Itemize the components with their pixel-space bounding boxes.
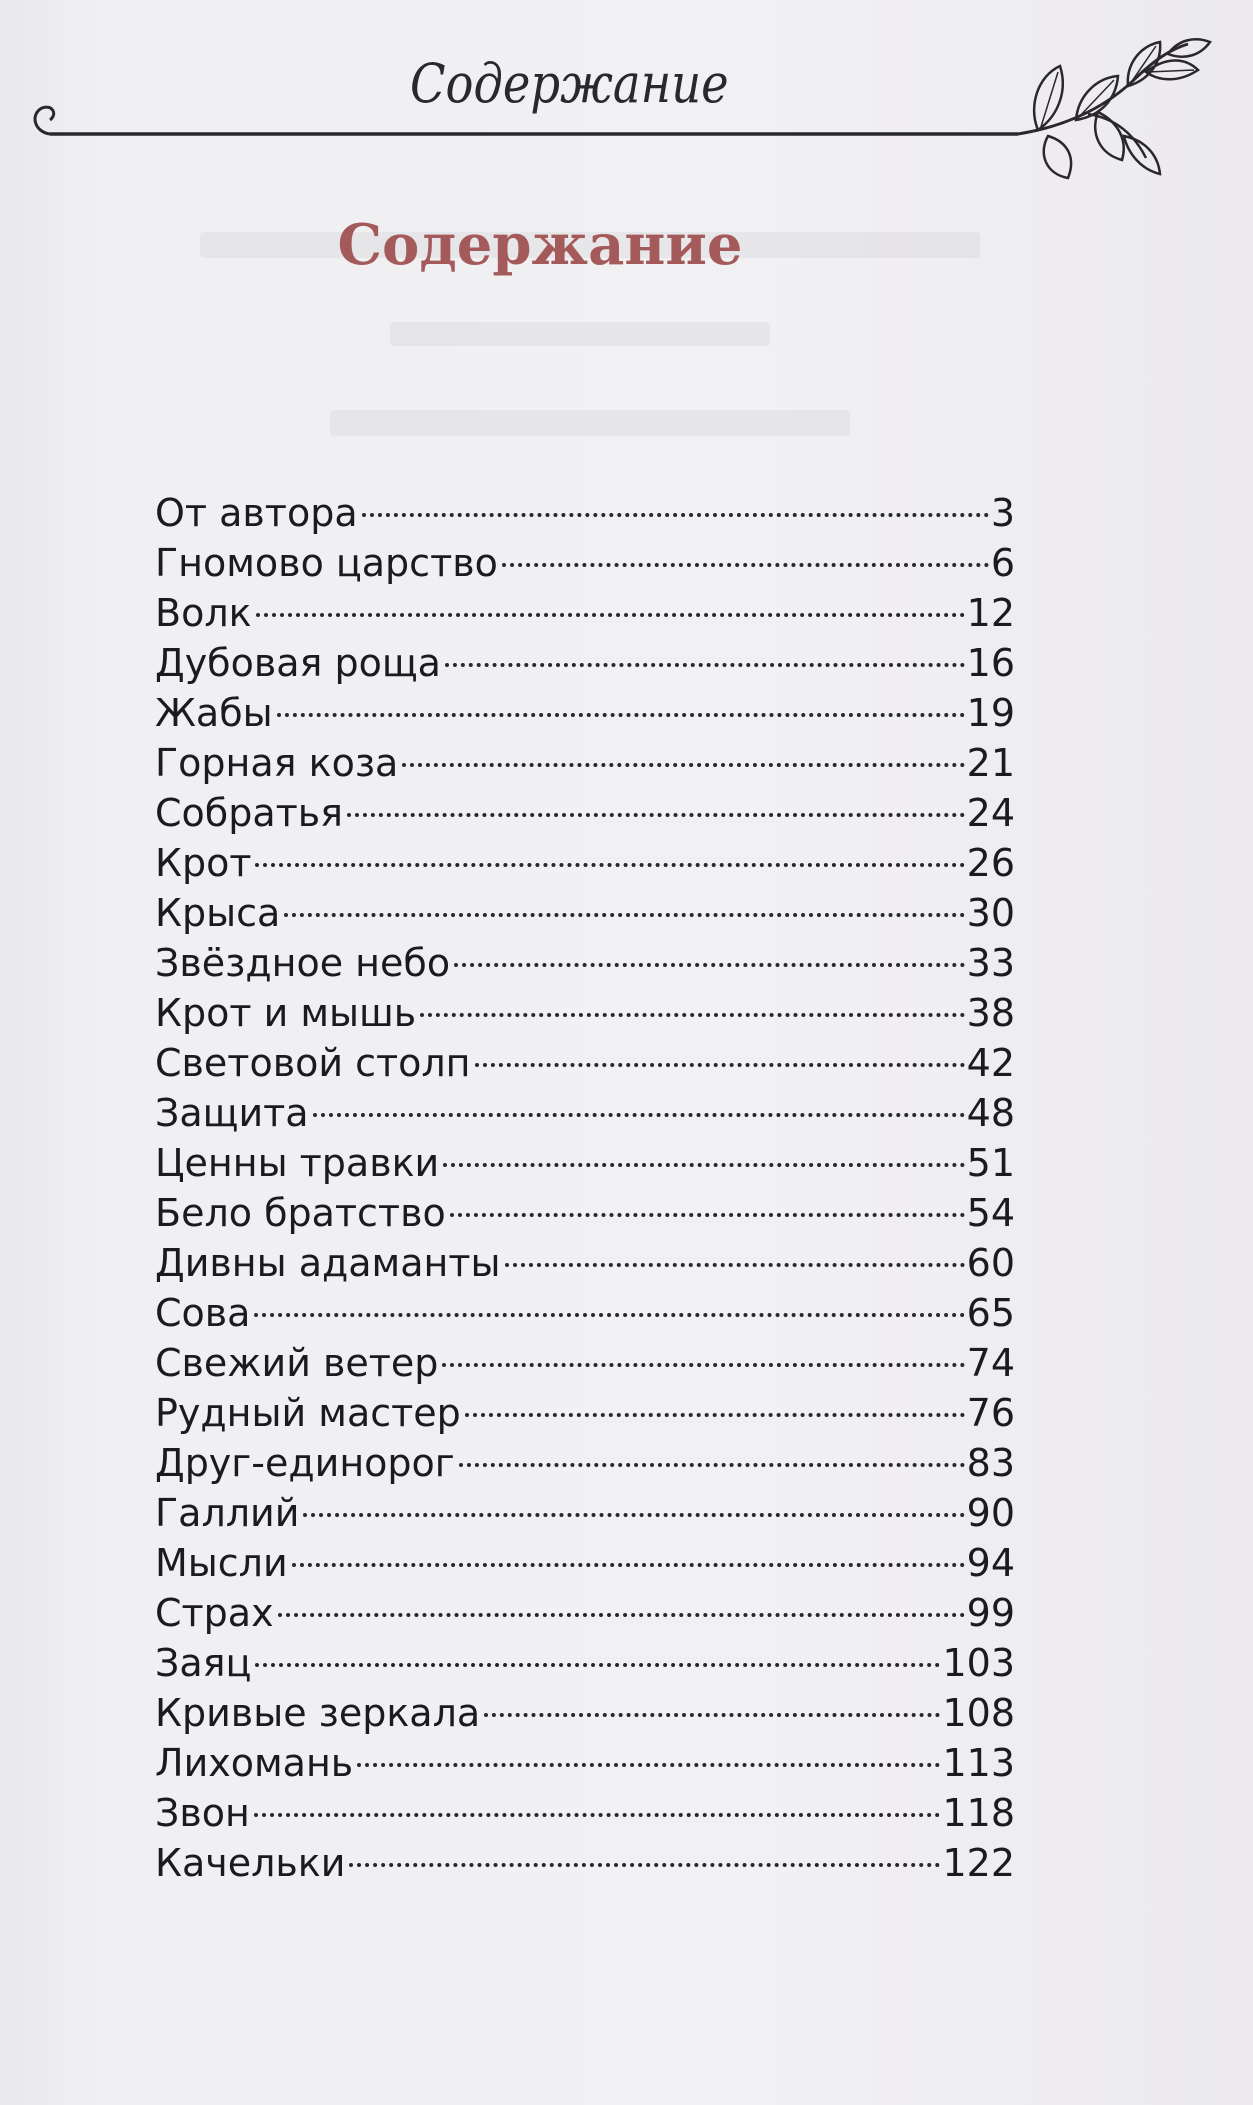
- dot-leader: [255, 863, 964, 867]
- toc-entry-page-number: 16: [966, 641, 1015, 685]
- dot-leader: [465, 1413, 965, 1417]
- toc-entry: [155, 1038, 1015, 1088]
- dot-leader: [349, 1863, 940, 1867]
- branch-ornament-icon: [28, 36, 1228, 186]
- dot-leader: [459, 1463, 965, 1467]
- dot-leader: [502, 563, 989, 567]
- toc-entry: [155, 1638, 1015, 1688]
- toc-entry-title: Ценны травки: [155, 1141, 440, 1185]
- toc-entry-page-number: 30: [966, 891, 1015, 935]
- toc-entry-page-number: 94: [966, 1541, 1015, 1585]
- toc-entry-title: Кривые зеркала: [155, 1691, 481, 1735]
- dot-leader: [420, 1013, 964, 1017]
- toc-entry-page-number: 122: [942, 1841, 1015, 1885]
- toc-entry: [155, 988, 1015, 1038]
- toc-entry-title: От автора: [155, 491, 358, 535]
- dot-leader: [450, 1213, 965, 1217]
- toc-entry-page-number: 113: [942, 1741, 1015, 1785]
- dot-leader: [278, 1613, 965, 1617]
- dot-leader: [357, 1763, 940, 1767]
- toc-entry-page-number: 83: [966, 1441, 1015, 1485]
- dot-leader: [256, 613, 965, 617]
- dot-leader: [402, 763, 964, 767]
- toc-entry: [155, 1388, 1015, 1438]
- toc-entry-page-number: 118: [942, 1791, 1015, 1835]
- toc-entry-title: Дубовая роща: [155, 641, 441, 685]
- toc-entry: [155, 1238, 1015, 1288]
- dot-leader: [484, 1713, 940, 1717]
- toc-entry-page-number: 19: [966, 691, 1015, 735]
- toc-entry-title: Жабы: [155, 691, 273, 735]
- dot-leader: [313, 1113, 965, 1117]
- running-header-title: Содержание: [410, 52, 729, 115]
- toc-entry-page-number: 33: [966, 941, 1015, 985]
- toc-entry-title: Бело братство: [155, 1191, 446, 1235]
- dot-leader: [347, 813, 965, 817]
- show-through-shadow: [390, 322, 770, 346]
- toc-entry-page-number: 99: [966, 1591, 1015, 1635]
- toc-entry: [155, 1188, 1015, 1238]
- toc-entry-page-number: 74: [966, 1341, 1015, 1385]
- toc-entry: [155, 1088, 1015, 1138]
- dot-leader: [284, 913, 964, 917]
- toc-entry-page-number: 103: [942, 1641, 1015, 1685]
- toc-entry-page-number: 48: [966, 1091, 1015, 1135]
- toc-entry-title: Дивны адаманты: [155, 1241, 501, 1285]
- toc-entry-title: Звёздное небо: [155, 941, 451, 985]
- dot-leader: [277, 713, 965, 717]
- toc-entry-title: Рудный мастер: [155, 1391, 461, 1435]
- toc-entry: [155, 488, 1015, 538]
- show-through-shadow: [330, 410, 850, 436]
- dot-leader: [475, 1063, 965, 1067]
- toc-list: [155, 488, 1015, 1888]
- toc-entry: [155, 888, 1015, 938]
- dot-leader: [362, 513, 989, 517]
- toc-entry-title: Лихомань: [155, 1741, 354, 1785]
- toc-entry-title: Заяц: [155, 1641, 252, 1685]
- toc-entry-page-number: 38: [966, 991, 1015, 1035]
- toc-entry-title: Собратья: [155, 791, 344, 835]
- toc-entry-title: Качельки: [155, 1841, 346, 1885]
- toc-entry: [155, 788, 1015, 838]
- toc-entry-page-number: 60: [966, 1241, 1015, 1285]
- toc-entry: [155, 1488, 1015, 1538]
- toc-entry-page-number: 24: [966, 791, 1015, 835]
- toc-entry-page-number: 26: [966, 841, 1015, 885]
- toc-entry-page-number: 108: [942, 1691, 1015, 1735]
- dot-leader: [254, 1813, 941, 1817]
- dot-leader: [445, 663, 965, 667]
- toc-entry-page-number: 21: [966, 741, 1015, 785]
- toc-entry: [155, 588, 1015, 638]
- toc-entry-title: Крот: [155, 841, 252, 885]
- toc-entry-title: Горная коза: [155, 741, 399, 785]
- dot-leader: [505, 1263, 965, 1267]
- toc-entry-title: Крыса: [155, 891, 281, 935]
- toc-entry-page-number: 54: [966, 1191, 1015, 1235]
- toc-entry-title: Крот и мышь: [155, 991, 417, 1035]
- toc-entry: [155, 1538, 1015, 1588]
- dot-leader: [303, 1513, 964, 1517]
- toc-entry-page-number: 6: [990, 541, 1015, 585]
- toc-entry: [155, 738, 1015, 788]
- toc-entry-title: Свежий ветер: [155, 1341, 439, 1385]
- toc-entry: [155, 838, 1015, 888]
- toc-entry: [155, 1688, 1015, 1738]
- toc-entry-page-number: 51: [966, 1141, 1015, 1185]
- toc-entry: [155, 1588, 1015, 1638]
- dot-leader: [254, 1313, 964, 1317]
- toc-entry-title: Мысли: [155, 1541, 288, 1585]
- toc-entry-page-number: 76: [966, 1391, 1015, 1435]
- toc-entry-title: Гномово царство: [155, 541, 498, 585]
- toc-entry: [155, 688, 1015, 738]
- toc-entry: [155, 1838, 1015, 1888]
- toc-entry: [155, 1738, 1015, 1788]
- toc-entry: [155, 1788, 1015, 1838]
- dot-leader: [292, 1563, 965, 1567]
- dot-leader: [443, 1163, 964, 1167]
- toc-entry-page-number: 12: [966, 591, 1015, 635]
- dot-leader: [442, 1363, 964, 1367]
- toc-entry: [155, 538, 1015, 588]
- toc-entry-page-number: 3: [990, 491, 1015, 535]
- toc-entry-page-number: 65: [966, 1291, 1015, 1335]
- toc-entry-title: Световой столп: [155, 1041, 471, 1085]
- toc-entry-title: Страх: [155, 1591, 274, 1635]
- toc-entry: [155, 1138, 1015, 1188]
- toc-entry-title: Галлий: [155, 1491, 300, 1535]
- dot-leader: [255, 1663, 940, 1667]
- toc-entry-title: Сова: [155, 1291, 251, 1335]
- toc-entry-title: Друг-единорог: [155, 1441, 455, 1485]
- toc-entry-title: Звон: [155, 1791, 250, 1835]
- toc-entry-page-number: 42: [966, 1041, 1015, 1085]
- dot-leader: [454, 963, 965, 967]
- page-title: Содержание: [337, 212, 743, 278]
- toc-entry: [155, 638, 1015, 688]
- toc-entry-page-number: 90: [966, 1491, 1015, 1535]
- toc-entry: [155, 938, 1015, 988]
- toc-entry-title: Защита: [155, 1091, 309, 1135]
- toc-entry-title: Волк: [155, 591, 252, 635]
- toc-entry: [155, 1338, 1015, 1388]
- toc-entry: [155, 1438, 1015, 1488]
- toc-entry: [155, 1288, 1015, 1338]
